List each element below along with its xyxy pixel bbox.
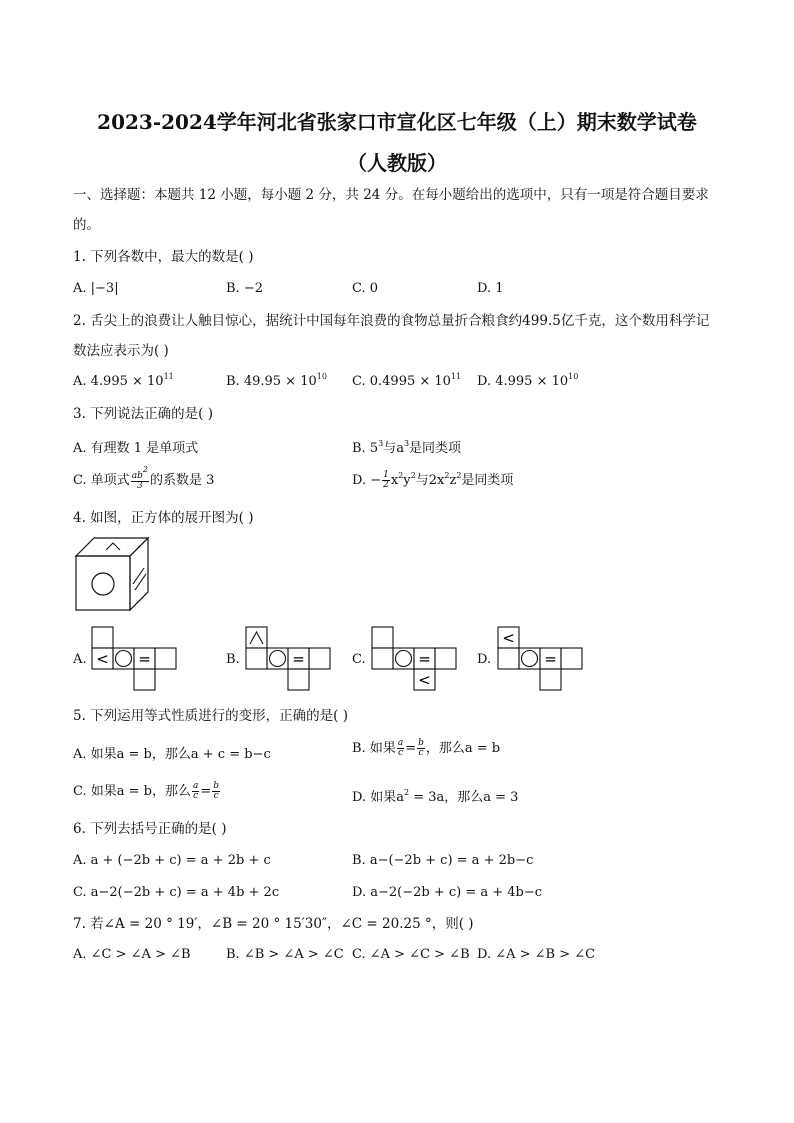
equal-symbol: = bbox=[292, 650, 305, 668]
q1-option-a: A. |−3| bbox=[73, 281, 119, 296]
equal-symbol-line1 bbox=[133, 568, 144, 584]
equal-symbol: = bbox=[544, 650, 557, 668]
page-subtitle: （人教版） bbox=[347, 151, 447, 175]
less-symbol: < bbox=[418, 671, 431, 689]
q4-option-c-label: C. bbox=[352, 652, 366, 667]
q1-option-d: D. 1 bbox=[477, 281, 504, 296]
q3-option-b: B. $5^3$与$a^3$是同类项 bbox=[352, 439, 462, 456]
cube-top-face bbox=[76, 538, 148, 556]
net-c bbox=[370, 625, 460, 691]
cube-right-face bbox=[130, 538, 148, 610]
q2-stem-line1: 2. 舌尖上的浪费让人触目惊心，据统计中国每年浪费的食物总量折合粮食约499.5亿千克，这个数用科学记 bbox=[73, 313, 710, 329]
q6-stem: 6. 下列去括号正确的是( ) bbox=[73, 821, 227, 837]
q7-option-b: B. ∠B > ∠A > ∠C bbox=[226, 947, 344, 962]
section-header-line2: 的。 bbox=[73, 217, 100, 233]
net-a bbox=[90, 625, 180, 691]
circle-symbol bbox=[116, 651, 132, 667]
q7-stem: 7. 若∠A = 20 ° 19′，∠B = 20 ° 15′30″，∠C = 20.25 °，则( ) bbox=[73, 916, 474, 932]
net-d bbox=[496, 625, 586, 691]
q1-stem: 1. 下列各数中，最大的数是( ) bbox=[73, 249, 254, 265]
q4-option-d-label: D. bbox=[477, 652, 492, 667]
q2-stem-line2: 数法应表示为( ) bbox=[73, 343, 169, 359]
q5-option-c: C. 如果a = b，那么 $\frac{a}{c}$ = $\frac{b}{c}$ bbox=[73, 781, 220, 801]
q3-stem: 3. 下列说法正确的是( ) bbox=[73, 406, 213, 422]
q3-option-a: A. 有理数 1 是单项式 bbox=[73, 441, 199, 456]
q2-option-d: D. $4.995 \times 10^{10}$ bbox=[477, 372, 579, 389]
q2-option-c: C. $0.4995 \times 10^{11}$ bbox=[352, 372, 462, 389]
equal-symbol-line2 bbox=[135, 574, 146, 590]
q6-option-d: D. a−2(−2b + c) = a + 4b−c bbox=[352, 885, 543, 900]
q4-stem: 4. 如图，正方体的展开图为( ) bbox=[73, 510, 254, 526]
q6-option-a: A. a + (−2b + c) = a + 2b + c bbox=[73, 853, 271, 868]
circle-symbol bbox=[270, 651, 286, 667]
q1-option-c: C. 0 bbox=[352, 281, 379, 296]
q7-option-d: D. ∠A > ∠B > ∠C bbox=[477, 947, 596, 962]
cube-front-face bbox=[76, 556, 130, 610]
q5-option-d: D. 如果$a^2 = 3a$，那么a = 3 bbox=[352, 788, 519, 805]
page-title: 2023-2024学年河北省张家口市宣化区七年级（上）期末数学试卷 bbox=[97, 110, 697, 134]
equal-symbol: = bbox=[418, 650, 431, 668]
caret-symbol bbox=[106, 543, 120, 550]
q2-option-a: A. $4.995 \times 10^{11}$ bbox=[73, 372, 174, 389]
q7-option-a: A. ∠C > ∠A > ∠B bbox=[73, 947, 191, 962]
q2-option-b: B. $49.95 \times 10^{10}$ bbox=[226, 372, 327, 389]
q7-option-c: C. ∠A > ∠C > ∠B bbox=[352, 947, 470, 962]
q5-option-a: A. 如果a = b，那么a + c = b−c bbox=[73, 747, 271, 762]
circle-symbol bbox=[396, 651, 412, 667]
less-symbol: < bbox=[96, 650, 109, 668]
equal-symbol: = bbox=[138, 650, 151, 668]
cube-figure bbox=[74, 536, 154, 612]
q1-option-b: B. −2 bbox=[226, 281, 263, 296]
less-symbol: < bbox=[502, 629, 515, 647]
q5-stem: 5. 下列运用等式性质进行的变形，正确的是( ) bbox=[73, 708, 348, 724]
q4-option-b-label: B. bbox=[226, 652, 240, 667]
circle-symbol bbox=[522, 651, 538, 667]
caret-symbol bbox=[250, 632, 263, 644]
circle-symbol bbox=[92, 573, 114, 595]
q6-option-c: C. a−2(−2b + c) = a + 4b + 2c bbox=[73, 885, 280, 900]
q5-option-b: B. 如果 $\frac{a}{c}$ = $\frac{b}{c}$ ，那么a = b bbox=[352, 738, 501, 758]
q3-option-c: C. 单项式 $\frac{ab^2}{3}$ 的系数是 3 bbox=[73, 465, 215, 491]
q6-option-b: B. a−(−2b + c) = a + 2b−c bbox=[352, 853, 534, 868]
section-header-line1: 一、选择题：本题共 12 小题，每小题 2 分，共 24 分。在每小题给出的选项中，只有一项是符合题目要求 bbox=[73, 187, 709, 203]
q3-option-d: D. − $\frac{1}{2}$ $x^2y^2$与$2x^2z^2$是同类项 bbox=[352, 470, 514, 490]
net-b bbox=[244, 625, 334, 691]
q4-option-a-label: A. bbox=[73, 652, 87, 667]
